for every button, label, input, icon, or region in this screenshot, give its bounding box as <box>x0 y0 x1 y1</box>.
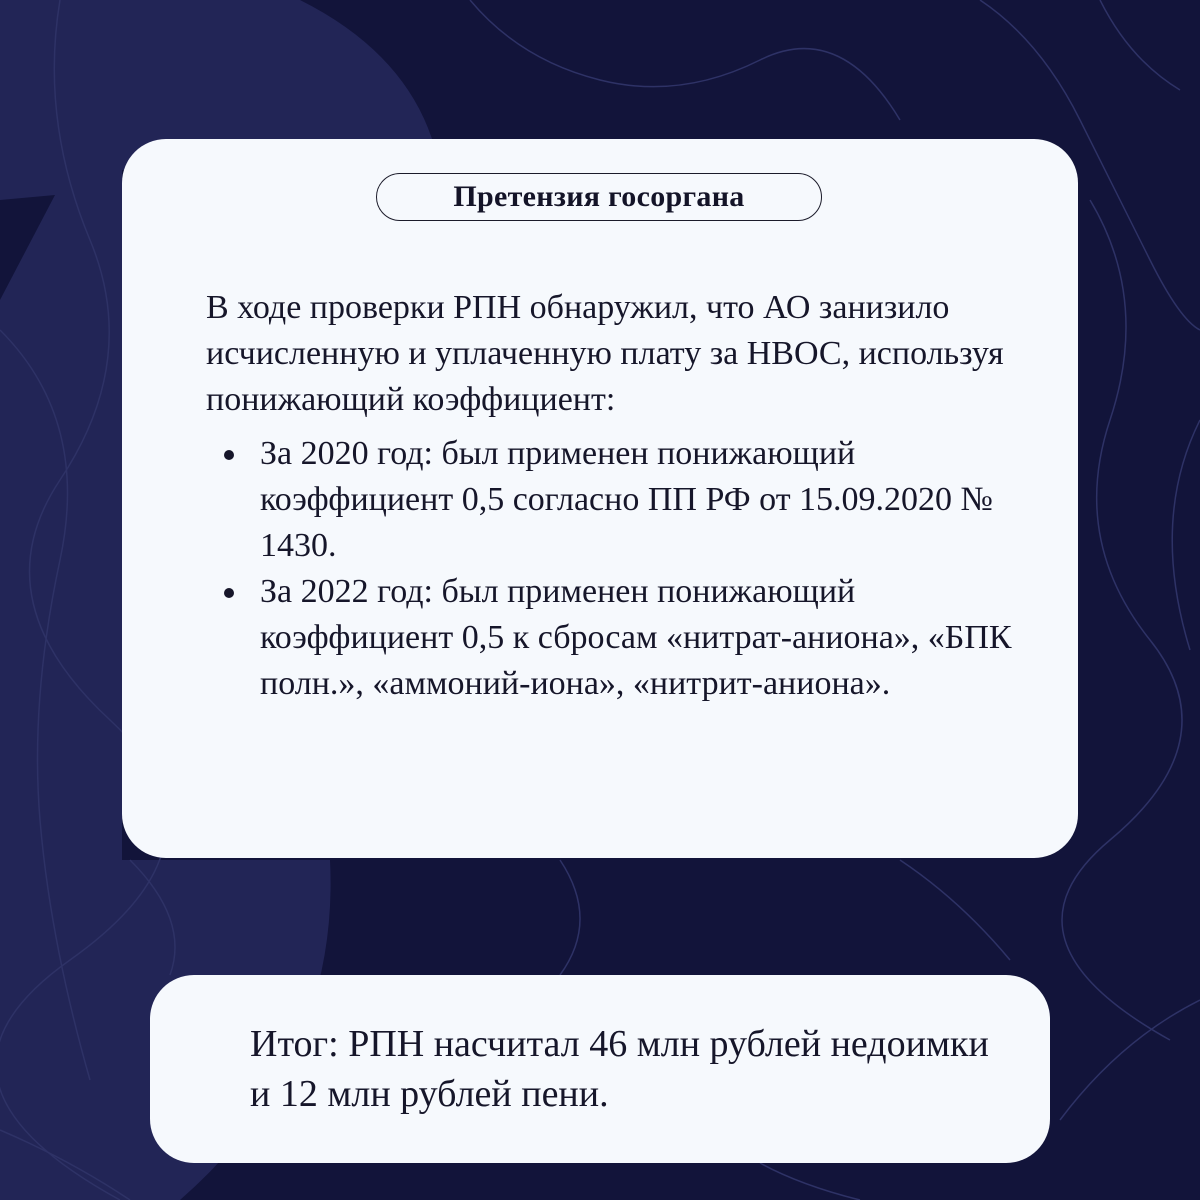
decor-line <box>900 860 1010 960</box>
bullet-icon <box>224 588 234 598</box>
claim-card <box>122 139 1078 858</box>
bullet-icon <box>224 450 234 460</box>
decor-line <box>1062 200 1182 1040</box>
result-card <box>150 975 1050 1163</box>
list-item <box>206 431 1036 569</box>
list-item <box>206 569 1036 707</box>
result-text: Итог: РПН насчитал 46 млн рублей недоимки и 12 млн рублей пени. <box>250 1023 989 1115</box>
claim-intro: В ходе проверки РПН обнаружил, что АО занизило исчисленную и уплаченную плату за НВОС, используя понижающий коэффициент: <box>206 289 1004 418</box>
list-item-text: За 2022 год: был применен понижающий коэффициент 0,5 к сбросам «нитрат-аниона», «БПК полн.», «аммоний-иона», «нитрит-аниона». <box>260 573 1012 702</box>
list-item-text: За 2020 год: был применен понижающий коэффициент 0,5 согласно ПП РФ от 15.09.2020 № 1430. <box>260 435 993 564</box>
decor-line <box>470 0 900 120</box>
decor-line <box>560 860 580 975</box>
decor-line <box>1060 1000 1200 1120</box>
decor-line <box>760 1163 860 1200</box>
claim-tag: Претензия госоргана <box>376 173 822 221</box>
decor-line <box>1172 420 1200 650</box>
decor-line <box>1100 0 1180 90</box>
claim-list <box>206 431 1036 707</box>
